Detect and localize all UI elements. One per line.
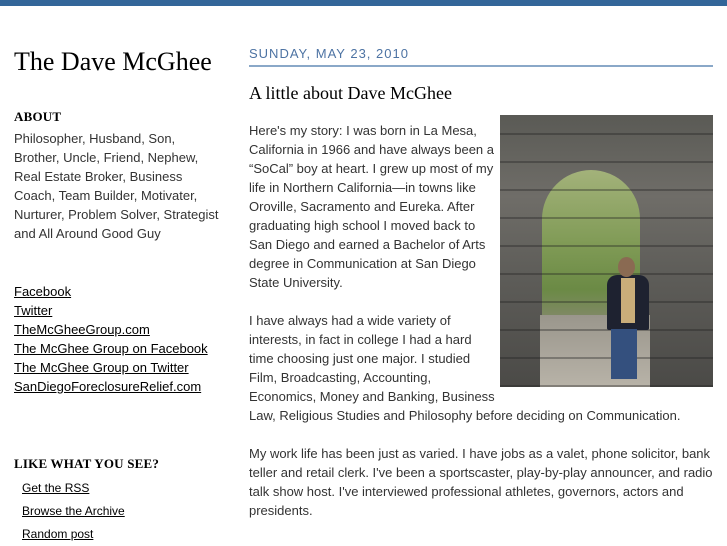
twitter-link[interactable]: Twitter bbox=[14, 303, 53, 318]
link-item bbox=[14, 320, 208, 339]
post-date: SUNDAY, MAY 23, 2010 bbox=[249, 46, 713, 67]
blog-links bbox=[22, 477, 125, 546]
mcgheegroup-twitter-link[interactable]: The McGhee Group on Twitter bbox=[14, 360, 189, 375]
link-item bbox=[22, 477, 125, 500]
link-item bbox=[14, 301, 208, 320]
blog-title[interactable]: The Dave McGhee bbox=[14, 47, 212, 76]
photo-person-head bbox=[618, 257, 635, 277]
social-links bbox=[14, 282, 208, 396]
link-item bbox=[22, 523, 125, 546]
photo-person-shirt bbox=[621, 278, 635, 323]
about-heading: ABOUT bbox=[14, 109, 62, 124]
link-item bbox=[22, 500, 125, 523]
post-body bbox=[249, 121, 713, 539]
photo-person-legs bbox=[611, 329, 637, 379]
top-bar bbox=[0, 0, 727, 6]
rss-link[interactable]: Get the RSS bbox=[22, 481, 90, 495]
link-item bbox=[14, 339, 208, 358]
archive-link[interactable]: Browse the Archive bbox=[22, 504, 125, 518]
post-paragraph: My work life has been just as varied. I have jobs as a valet, phone solicitor, bank teller and retail clerk. I've been a sportscaster, play-by-play announcer, and radio talk show host. I've interviewed professional athletes, governors, actors and presidents. bbox=[249, 446, 713, 518]
facebook-link[interactable]: Facebook bbox=[14, 284, 72, 299]
mcgheegroup-facebook-link[interactable]: The McGhee Group on Facebook bbox=[14, 341, 208, 356]
foreclosure-relief-link[interactable]: SanDiegoForeclosureRelief.com bbox=[14, 379, 202, 394]
post-title[interactable]: A little about Dave McGhee bbox=[249, 83, 452, 103]
post-paragraph: Here's my story: I was born in La Mesa, California in 1966 and have always been a “SoCal” boy at heart. I grew up most of my life in Northern California—in towns like Oroville, Sacramento and Eureka. After graduating high school I moved back to San Diego and earned a Bachelor of Arts degree in Communication at San Diego State University. bbox=[249, 123, 495, 290]
random-post-link[interactable]: Random post bbox=[22, 527, 94, 541]
link-item bbox=[14, 377, 208, 396]
post-paragraph: I have always had a wide variety of interests, in fact in college I had a hard time choosing just one major. I studied Film, Broadcasting, Accounting, Economics, Money and Banking, Business Law, Religious Studies and Philosophy before deciding on Communication. bbox=[249, 313, 681, 423]
post-photo[interactable] bbox=[500, 115, 713, 387]
about-text: Philosopher, Husband, Son, Brother, Uncle, Friend, Nephew, Real Estate Broker, Business Coach, Team Builder, Motivater, Nurturer, Problem Solver, Strategist and All Around Good Guy bbox=[14, 131, 219, 241]
mcgheegroup-link[interactable]: TheMcGheeGroup.com bbox=[14, 322, 150, 337]
like-heading: LIKE WHAT YOU SEE? bbox=[14, 456, 160, 471]
link-item bbox=[14, 282, 208, 301]
link-item bbox=[14, 358, 208, 377]
